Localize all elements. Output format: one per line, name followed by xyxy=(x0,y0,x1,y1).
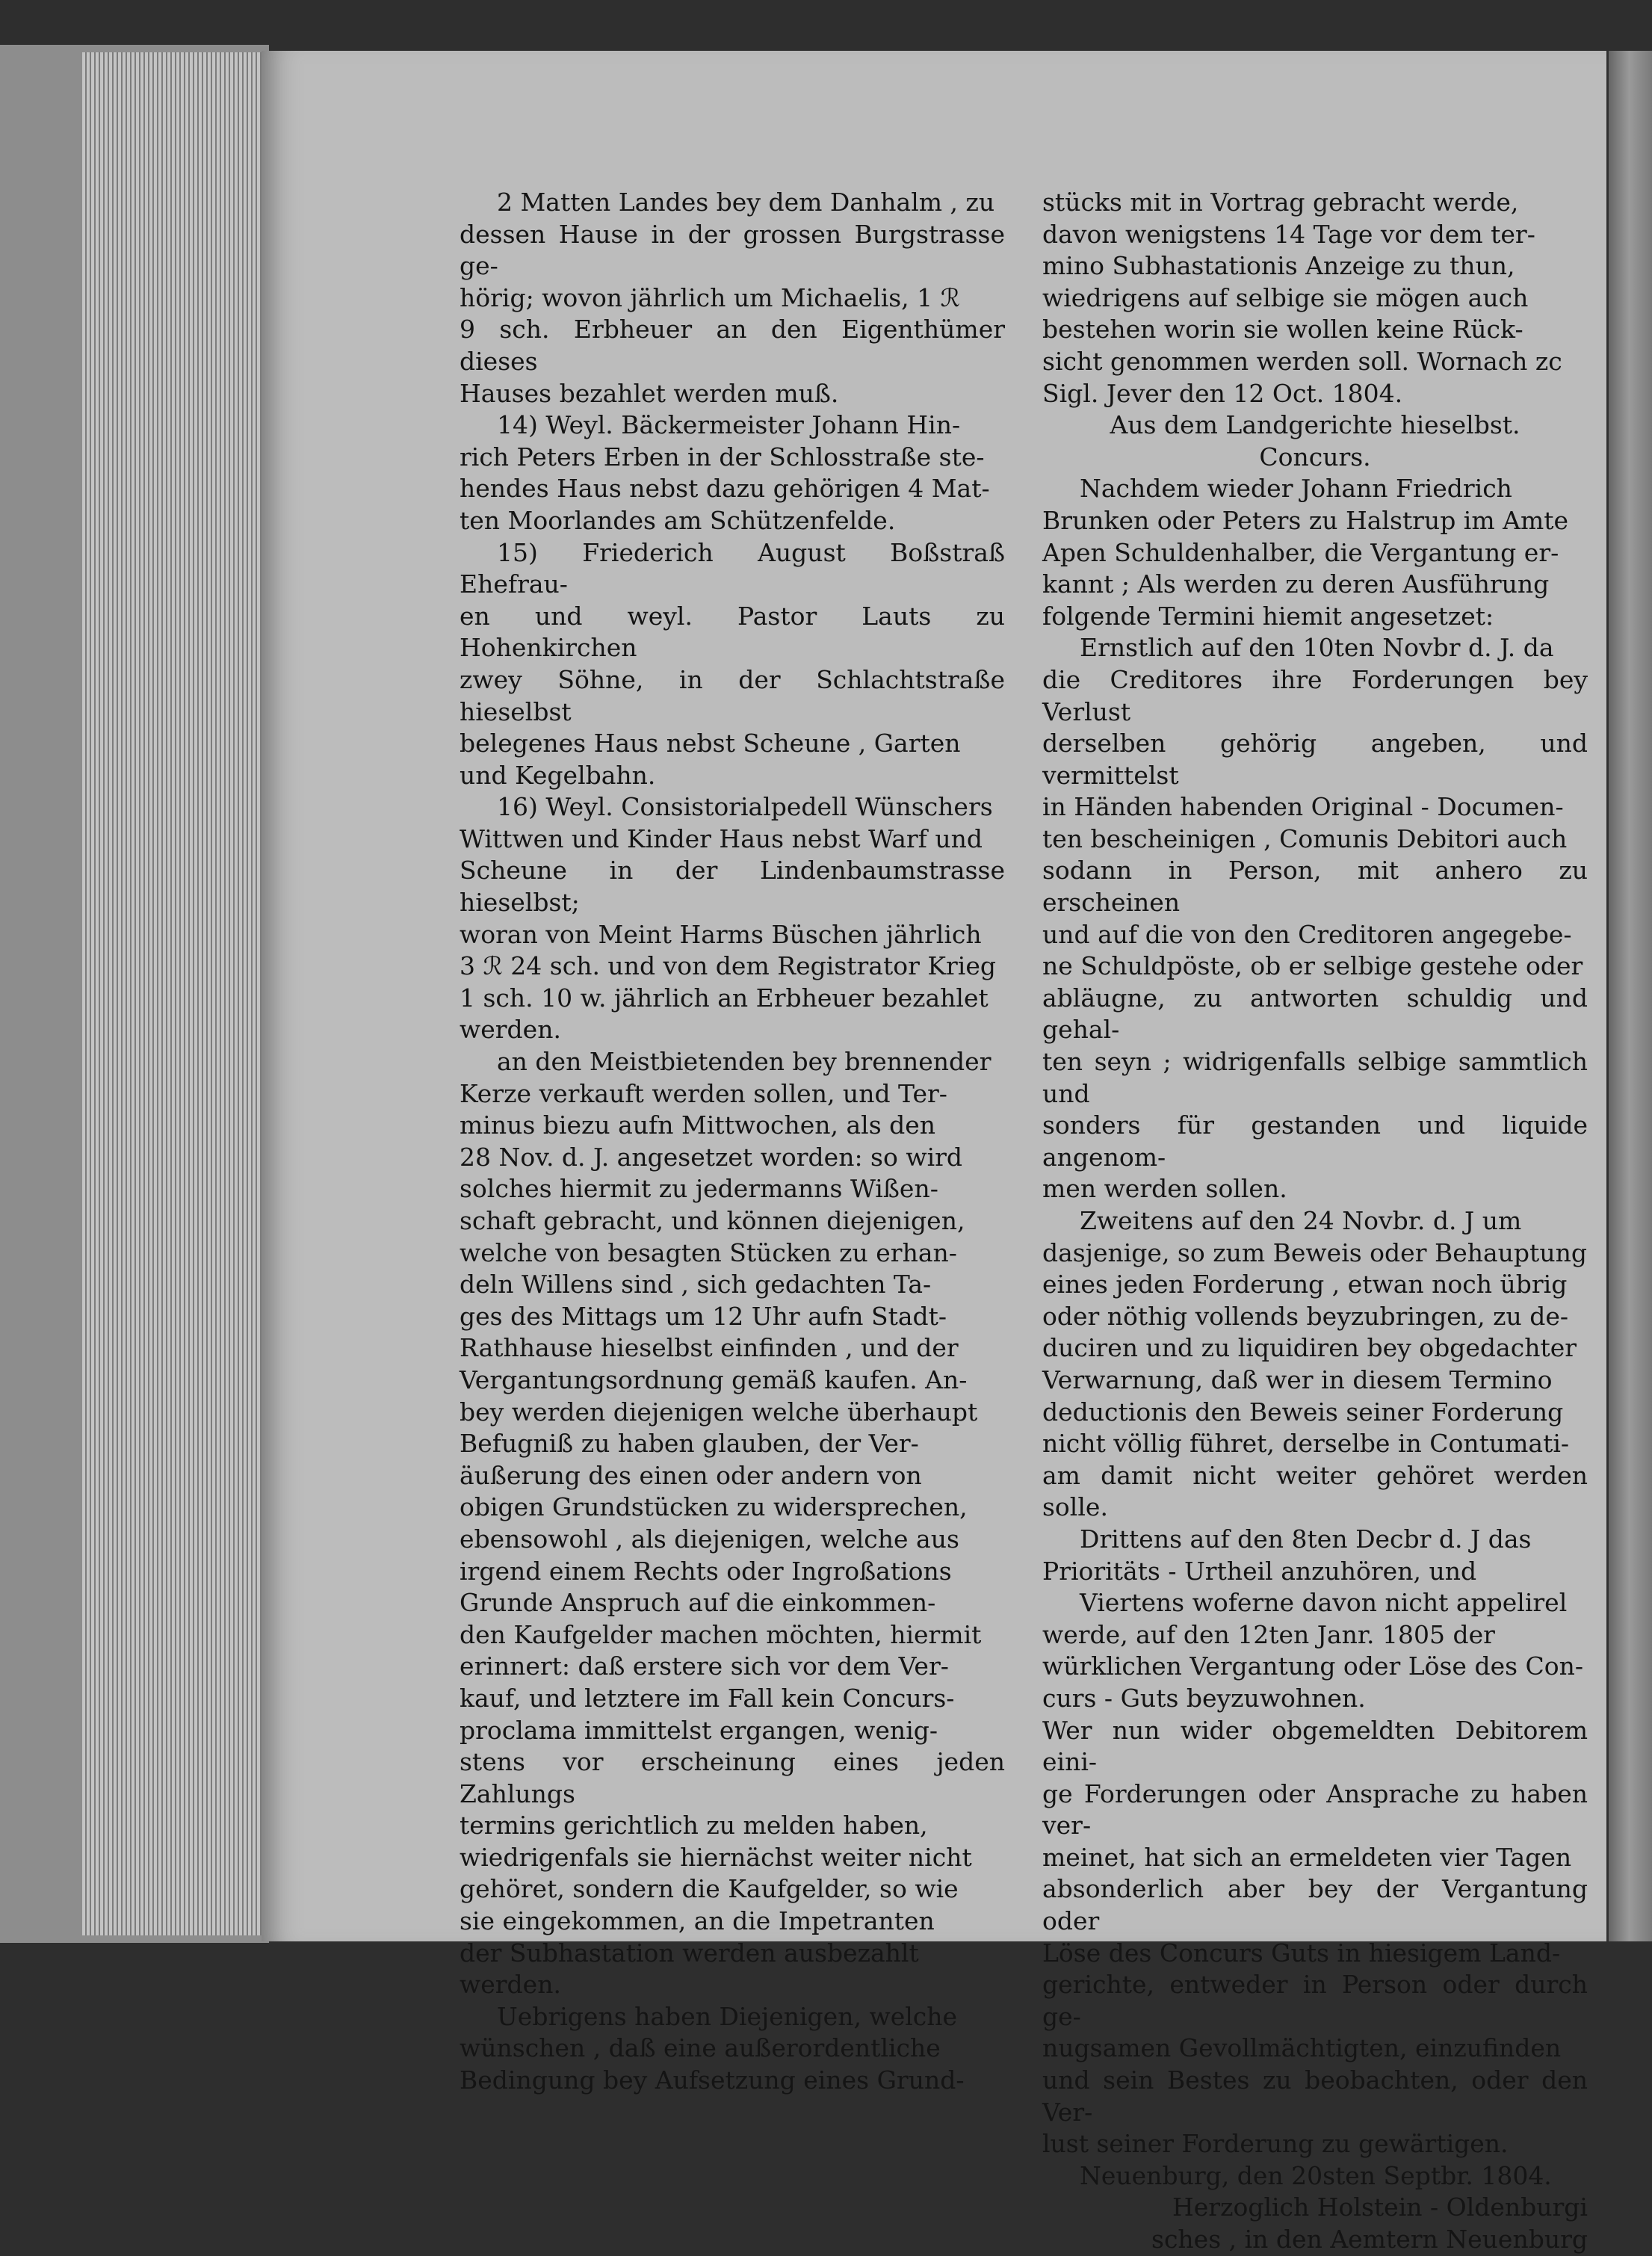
text-line: die Creditores ihre Forderungen bey Verlust xyxy=(1042,664,1588,726)
text-line: Scheune in der Lindenbaumstrasse hieselbst; xyxy=(460,856,1005,918)
page-gutter xyxy=(1606,51,1609,1941)
text-line: solches hiermit zu jedermanns Wißen- xyxy=(460,1174,938,1204)
paragraph xyxy=(1042,1715,1588,2160)
text-line: Brunken oder Peters zu Halstrup im Amte xyxy=(1042,505,1569,535)
text-line: Neuenburg, den 20sten Septbr. 1804. xyxy=(1080,2160,1552,2190)
paragraph xyxy=(1042,632,1588,1205)
text-line: an den Meistbietenden bey brennender xyxy=(497,1047,991,1077)
text-line: wiedrigenfals sie hiernächst weiter nicht xyxy=(460,1842,972,1872)
text-line: belegenes Haus nebst Scheune , Garten xyxy=(460,729,961,758)
paragraph xyxy=(460,1046,1005,2001)
section-heading xyxy=(1042,442,1588,474)
text-line: obigen Grundstücken zu widersprechen, xyxy=(460,1492,968,1522)
text-line: Aus dem Landgerichte hieselbst. xyxy=(1110,410,1520,440)
text-line: hörig; wovon jährlich um Michaelis, 1 ℛ xyxy=(460,282,960,312)
left-text-column xyxy=(460,187,1005,2097)
text-line: Rathhause hieselbst einfinden , und der xyxy=(460,1333,959,1363)
text-line: Befugniß zu haben glauben, der Ver- xyxy=(460,1429,919,1459)
text-line: und Kegelbahn. xyxy=(460,760,656,790)
text-line: abläugne, zu antworten schuldig und gehal- xyxy=(1042,983,1588,1045)
text-line: am damit nicht weiter gehöret werden solle. xyxy=(1042,1460,1588,1522)
text-line: oder nöthig vollends beyzubringen, zu de- xyxy=(1042,1301,1569,1331)
text-line: Wer nun wider obgemeldten Debitorem eini- xyxy=(1042,1715,1588,1777)
text-line: ne Schuldpöste, ob er selbige gestehe oder xyxy=(1042,951,1583,981)
text-line: den Kaufgelder machen möchten, hiermit xyxy=(460,1619,982,1649)
text-line: nugsamen Gevollmächtigten, einzufinden xyxy=(1042,2033,1562,2063)
text-line: Hauses bezahlet werden muß. xyxy=(460,378,839,408)
paragraph xyxy=(460,791,1005,1046)
text-line: wünschen , daß eine außerordentliche xyxy=(460,2033,941,2063)
page-edges xyxy=(82,52,276,1935)
text-line: Vergantungsordnung gemäß kaufen. An- xyxy=(460,1365,968,1394)
text-line: sicht genommen werden soll. Wornach zc xyxy=(1042,346,1562,376)
text-line: sie eingekommen, an die Impetranten xyxy=(460,1906,935,1936)
text-line: curs - Guts beyzuwohnen. xyxy=(1042,1683,1366,1713)
text-line: gehöret, sondern die Kaufgelder, so wie xyxy=(460,1874,959,1904)
text-line: sodann in Person, mit anhero zu erscheinen xyxy=(1042,856,1588,918)
text-line: Herzoglich Holstein - Oldenburgi xyxy=(1172,2192,1588,2222)
right-text-column xyxy=(1042,187,1588,2256)
text-line: eines jeden Forderung , etwan noch übrig xyxy=(1042,1270,1568,1299)
text-line: en und weyl. Pastor Lauts zu Hohenkirchen xyxy=(460,601,1005,663)
text-line: wiedrigens auf selbige sie mögen auch xyxy=(1042,282,1529,312)
text-line: und sein Bestes zu beobachten, oder den Ver- xyxy=(1042,2065,1588,2127)
text-line: der Subhastation werden ausbezahlt xyxy=(460,1938,919,1968)
paragraph xyxy=(1042,187,1588,410)
text-line: 2 Matten Landes bey dem Danhalm , zu xyxy=(497,188,995,217)
text-line: 14) Weyl. Bäckermeister Johann Hin- xyxy=(497,410,961,440)
paragraph xyxy=(460,410,1005,537)
text-line: meinet, hat sich an ermeldeten vier Tagen xyxy=(1042,1842,1572,1872)
paragraph xyxy=(460,187,1005,410)
text-line: Kerze verkauft werden sollen, und Ter- xyxy=(460,1078,947,1108)
text-line: 15) Friederich August Boßstraß Ehefrau- xyxy=(460,537,1005,599)
facing-page-edge xyxy=(1606,51,1652,1941)
text-line: 3 ℛ 24 sch. und von dem Registrator Krieg xyxy=(460,951,996,981)
text-line: folgende Termini hiemit angesetzet: xyxy=(1042,601,1494,631)
text-line: Sigl. Jever den 12 Oct. 1804. xyxy=(1042,378,1403,408)
text-line: proclama immittelst ergangen, wenig- xyxy=(460,1715,938,1745)
text-line: 1 sch. 10 w. jährlich an Erbheuer bezahlet xyxy=(460,983,989,1013)
signature-block xyxy=(1042,2192,1588,2255)
text-line: ten seyn ; widrigenfalls selbige sammtlich und xyxy=(1042,1047,1588,1108)
text-line: Viertens woferne davon nicht appelirel xyxy=(1080,1588,1568,1618)
text-line: dasjenige, so zum Beweis oder Behauptung xyxy=(1042,1237,1587,1267)
text-line: deductionis den Beweis seiner Forderung xyxy=(1042,1397,1564,1427)
text-line: Nachdem wieder Johann Friedrich xyxy=(1080,474,1512,504)
text-line: nicht völlig führet, derselbe in Contumati- xyxy=(1042,1429,1570,1459)
text-line: 9 sch. Erbheuer an den Eigenthümer dieses xyxy=(460,315,1005,376)
paragraph xyxy=(1042,1524,1588,1587)
text-line: Löse des Concurs Guts in hiesigem Land- xyxy=(1042,1938,1561,1968)
paragraph xyxy=(1042,1205,1588,1524)
text-line: duciren und zu liquidiren bey obgedachter xyxy=(1042,1333,1577,1363)
text-line: minus biezu aufn Mittwochen, als den xyxy=(460,1110,936,1140)
text-line: welche von besagten Stücken zu erhan- xyxy=(460,1237,957,1267)
text-line: Prioritäts - Urtheil anzuhören, und xyxy=(1042,1556,1477,1586)
text-line: bey werden diejenigen welche überhaupt xyxy=(460,1397,978,1427)
text-line: gerichte, entweder in Person oder durch ge- xyxy=(1042,1970,1588,2031)
text-line: sches , in den Aemtern Neuenburg xyxy=(1151,2225,1588,2254)
text-line: Wittwen und Kinder Haus nebst Warf und xyxy=(460,823,983,853)
text-line: hendes Haus nebst dazu gehörigen 4 Mat- xyxy=(460,474,990,504)
text-line: erinnert: daß erstere sich vor dem Ver- xyxy=(460,1651,949,1681)
text-line: kauf, und letztere im Fall kein Concurs- xyxy=(460,1683,955,1713)
text-line: ebensowohl , als diejenigen, welche aus xyxy=(460,1524,959,1554)
text-line: stens vor erscheinung eines jeden Zahlungs xyxy=(460,1747,1005,1808)
text-line: Concurs. xyxy=(1259,442,1371,472)
text-line: Uebrigens haben Diejenigen, welche xyxy=(497,2001,958,2031)
text-line: kannt ; Als werden zu deren Ausführung xyxy=(1042,569,1550,599)
text-line: in Händen habenden Original - Documen- xyxy=(1042,792,1564,822)
text-line: Grunde Anspruch auf die einkommen- xyxy=(460,1588,936,1618)
text-line: bestehen worin sie wollen keine Rück- xyxy=(1042,315,1523,344)
text-line: men werden sollen. xyxy=(1042,1174,1287,1204)
text-line: Ernstlich auf den 10ten Novbr d. J. da xyxy=(1080,633,1554,663)
text-line: Apen Schuldenhalber, die Vergantung er- xyxy=(1042,537,1559,567)
text-line: absonderlich aber bey der Vergantung oder xyxy=(1042,1874,1588,1936)
paragraph xyxy=(460,537,1005,792)
text-line: ten Moorlandes am Schützenfelde. xyxy=(460,505,896,535)
text-line: äußerung des einen oder andern von xyxy=(460,1460,922,1490)
text-line: ge Forderungen oder Ansprache zu haben ver- xyxy=(1042,1778,1588,1841)
text-line: 28 Nov. d. J. angesetzet worden: so wird xyxy=(460,1142,963,1172)
text-line: zwey Söhne, in der Schlachtstraße hieselbst xyxy=(460,664,1005,726)
text-line: Verwarnung, daß wer in diesem Termino xyxy=(1042,1365,1553,1394)
text-line: werden. xyxy=(460,1015,561,1045)
paragraph xyxy=(1042,1587,1588,1714)
paragraph xyxy=(460,2001,1005,2097)
paragraph xyxy=(1042,2160,1588,2192)
text-line: stücks mit in Vortrag gebracht werde, xyxy=(1042,188,1519,217)
text-line: rich Peters Erben in der Schlosstraße ste- xyxy=(460,442,985,472)
text-line: Drittens auf den 8ten Decbr d. J das xyxy=(1080,1524,1532,1554)
text-line: davon wenigstens 14 Tage vor dem ter- xyxy=(1042,219,1535,249)
section-heading xyxy=(1042,410,1588,442)
text-line: ten bescheinigen , Comunis Debitori auch xyxy=(1042,823,1568,853)
text-line: lust seiner Forderung zu gewärtigen. xyxy=(1042,2129,1509,2159)
text-line: Bedingung bey Aufsetzung eines Grund- xyxy=(460,2065,965,2095)
text-line: würklichen Vergantung oder Löse des Con- xyxy=(1042,1651,1584,1681)
text-line: werden. xyxy=(460,1970,561,2000)
text-line: werde, auf den 12ten Janr. 1805 der xyxy=(1042,1619,1495,1649)
text-line: schaft gebracht, und können diejenigen, xyxy=(460,1206,965,1235)
text-line: und auf die von den Creditoren angegebe- xyxy=(1042,919,1572,949)
text-line: woran von Meint Harms Büschen jährlich xyxy=(460,919,982,949)
text-line: derselben gehörig angeben, und vermittelst xyxy=(1042,729,1588,790)
text-line: 16) Weyl. Consistorialpedell Wünschers xyxy=(497,792,993,822)
text-line: deln Willens sind , sich gedachten Ta- xyxy=(460,1270,932,1299)
text-line: ges des Mittags um 12 Uhr aufn Stadt- xyxy=(460,1301,947,1331)
text-line: Zweitens auf den 24 Novbr. d. J um xyxy=(1080,1206,1522,1235)
text-line: sonders für gestanden und liquide angenom- xyxy=(1042,1110,1588,1172)
text-line: mino Subhastationis Anzeige zu thun, xyxy=(1042,251,1515,281)
paragraph xyxy=(1042,473,1588,632)
text-line: dessen Hause in der grossen Burgstrasse ge- xyxy=(460,219,1005,281)
text-line: irgend einem Rechts oder Ingroßations xyxy=(460,1556,952,1586)
text-line: termins gerichtlich zu melden haben, xyxy=(460,1811,928,1841)
